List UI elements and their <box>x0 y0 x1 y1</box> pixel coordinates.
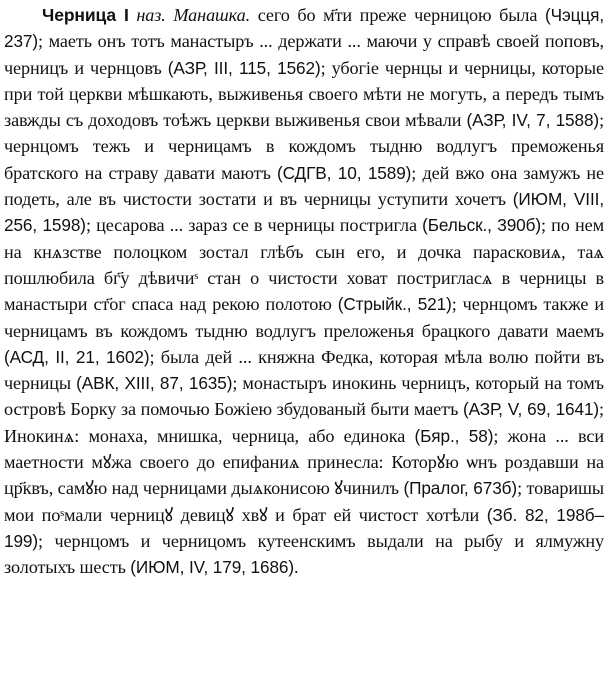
entry-text: ; чернцомъ тежъ и черницамъ в кождомъ тыдню водлугъ преможенья братского на страву давати маютъ <box>4 110 605 183</box>
entry-text: . <box>294 557 299 578</box>
source-citation: (АЗР, III, 115, 1562) <box>167 57 321 78</box>
source-citation: (ИЮМ, VIII, 256, 1598) <box>4 189 604 236</box>
entry-text: ; жона ... вси маетности мꙋжа своего до епифаниѧ принесла: Которꙋю ѡнъ роздавши на цр҃квъ, самꙋю на͏д черницами дыѧконисою ꙋчинилъ <box>4 425 604 499</box>
entry-text: ; маеть онъ тотъ манастыръ ... держати ... маючи у справѣ своей поповъ, черницъ и чернцовъ <box>4 31 604 78</box>
entry-text: ; цесарова ... зараз се в черницы постригла <box>85 215 423 236</box>
source-citation: (Зб. 82, 198б–199) <box>4 504 604 551</box>
source-citation: (Стрыйк., 521) <box>337 294 452 315</box>
dictionary-entry <box>4 2 604 581</box>
grammar-note: наз. Манашка. <box>136 5 251 25</box>
source-citation: (СДГВ, 10, 1589) <box>276 162 412 183</box>
headword: Черница I <box>42 5 129 25</box>
entry-text: ; Инокинѧ: монаха, мнишка, черница, або единока <box>4 399 604 446</box>
dictionary-page <box>4 2 604 581</box>
source-citation: (АВК, XIII, 87, 1635) <box>76 373 233 394</box>
entry-text: ; была дей ... княжна Федка, которая мѣла волю пойти въ черницы <box>4 346 604 394</box>
source-citation: (АЗР, V, 69, 1641) <box>462 399 600 420</box>
entry-text: ; убогіе чернцы и черницы, которые при той церкви мѣшкають, выживенья своего мѣти не могуть, а передъ тымъ завжды съ доходовъ тоѣжъ церкви выживенья свои мѣвали <box>4 57 604 131</box>
source-citation: (АЗР, IV, 7, 1588) <box>466 110 600 131</box>
source-citation: (Бельск., 390б) <box>422 215 542 236</box>
entry-text: ; по нем на кнѧзстве полоцком зостал глѣбъ сын его, и дочка парасковиѧ, таѧ пошлюбила бг҃у дѣвичиˢ стан о чистости хова͏т постригласѧ в черницы в манастыри ст҃ог спаса над рекою полотою <box>4 215 604 315</box>
source-citation: (АСД, II, 21, 1602) <box>4 346 150 367</box>
entry-text: ; товаришы мои поˢмали черницꙋ девицꙋ хвꙋ и брат ей чистост хотѣли <box>4 478 604 525</box>
entry-body <box>4 5 604 577</box>
source-citation: (Чэцця, 237) <box>4 5 604 52</box>
entry-text: ; дей вжо она замужъ не подеть, але въ чистости зостати и въ черницы уступити хочетъ <box>4 162 605 210</box>
entry-text: ; чернцомъ и черницомъ кутеенскимъ выдали на рыбу и ялмужну золотыхъ шесть <box>4 530 604 578</box>
entry-text: ; чернцомъ также и черницамъ въ кождомъ тыдню водлугъ преложенья брацкого давати маемъ <box>4 294 604 341</box>
entry-text: сего бо м҃ти преже черницою была <box>250 5 545 25</box>
source-citation: (Бяр., 58) <box>414 425 494 446</box>
source-citation: (Пралог, 673б) <box>403 478 518 499</box>
entry-text: ; монастыръ инокинь черницъ, который на томъ островѣ Борку за помочью Божіею збудованый быти маетъ <box>4 373 604 420</box>
source-citation: (ИЮМ, IV, 179, 1686) <box>130 557 294 578</box>
